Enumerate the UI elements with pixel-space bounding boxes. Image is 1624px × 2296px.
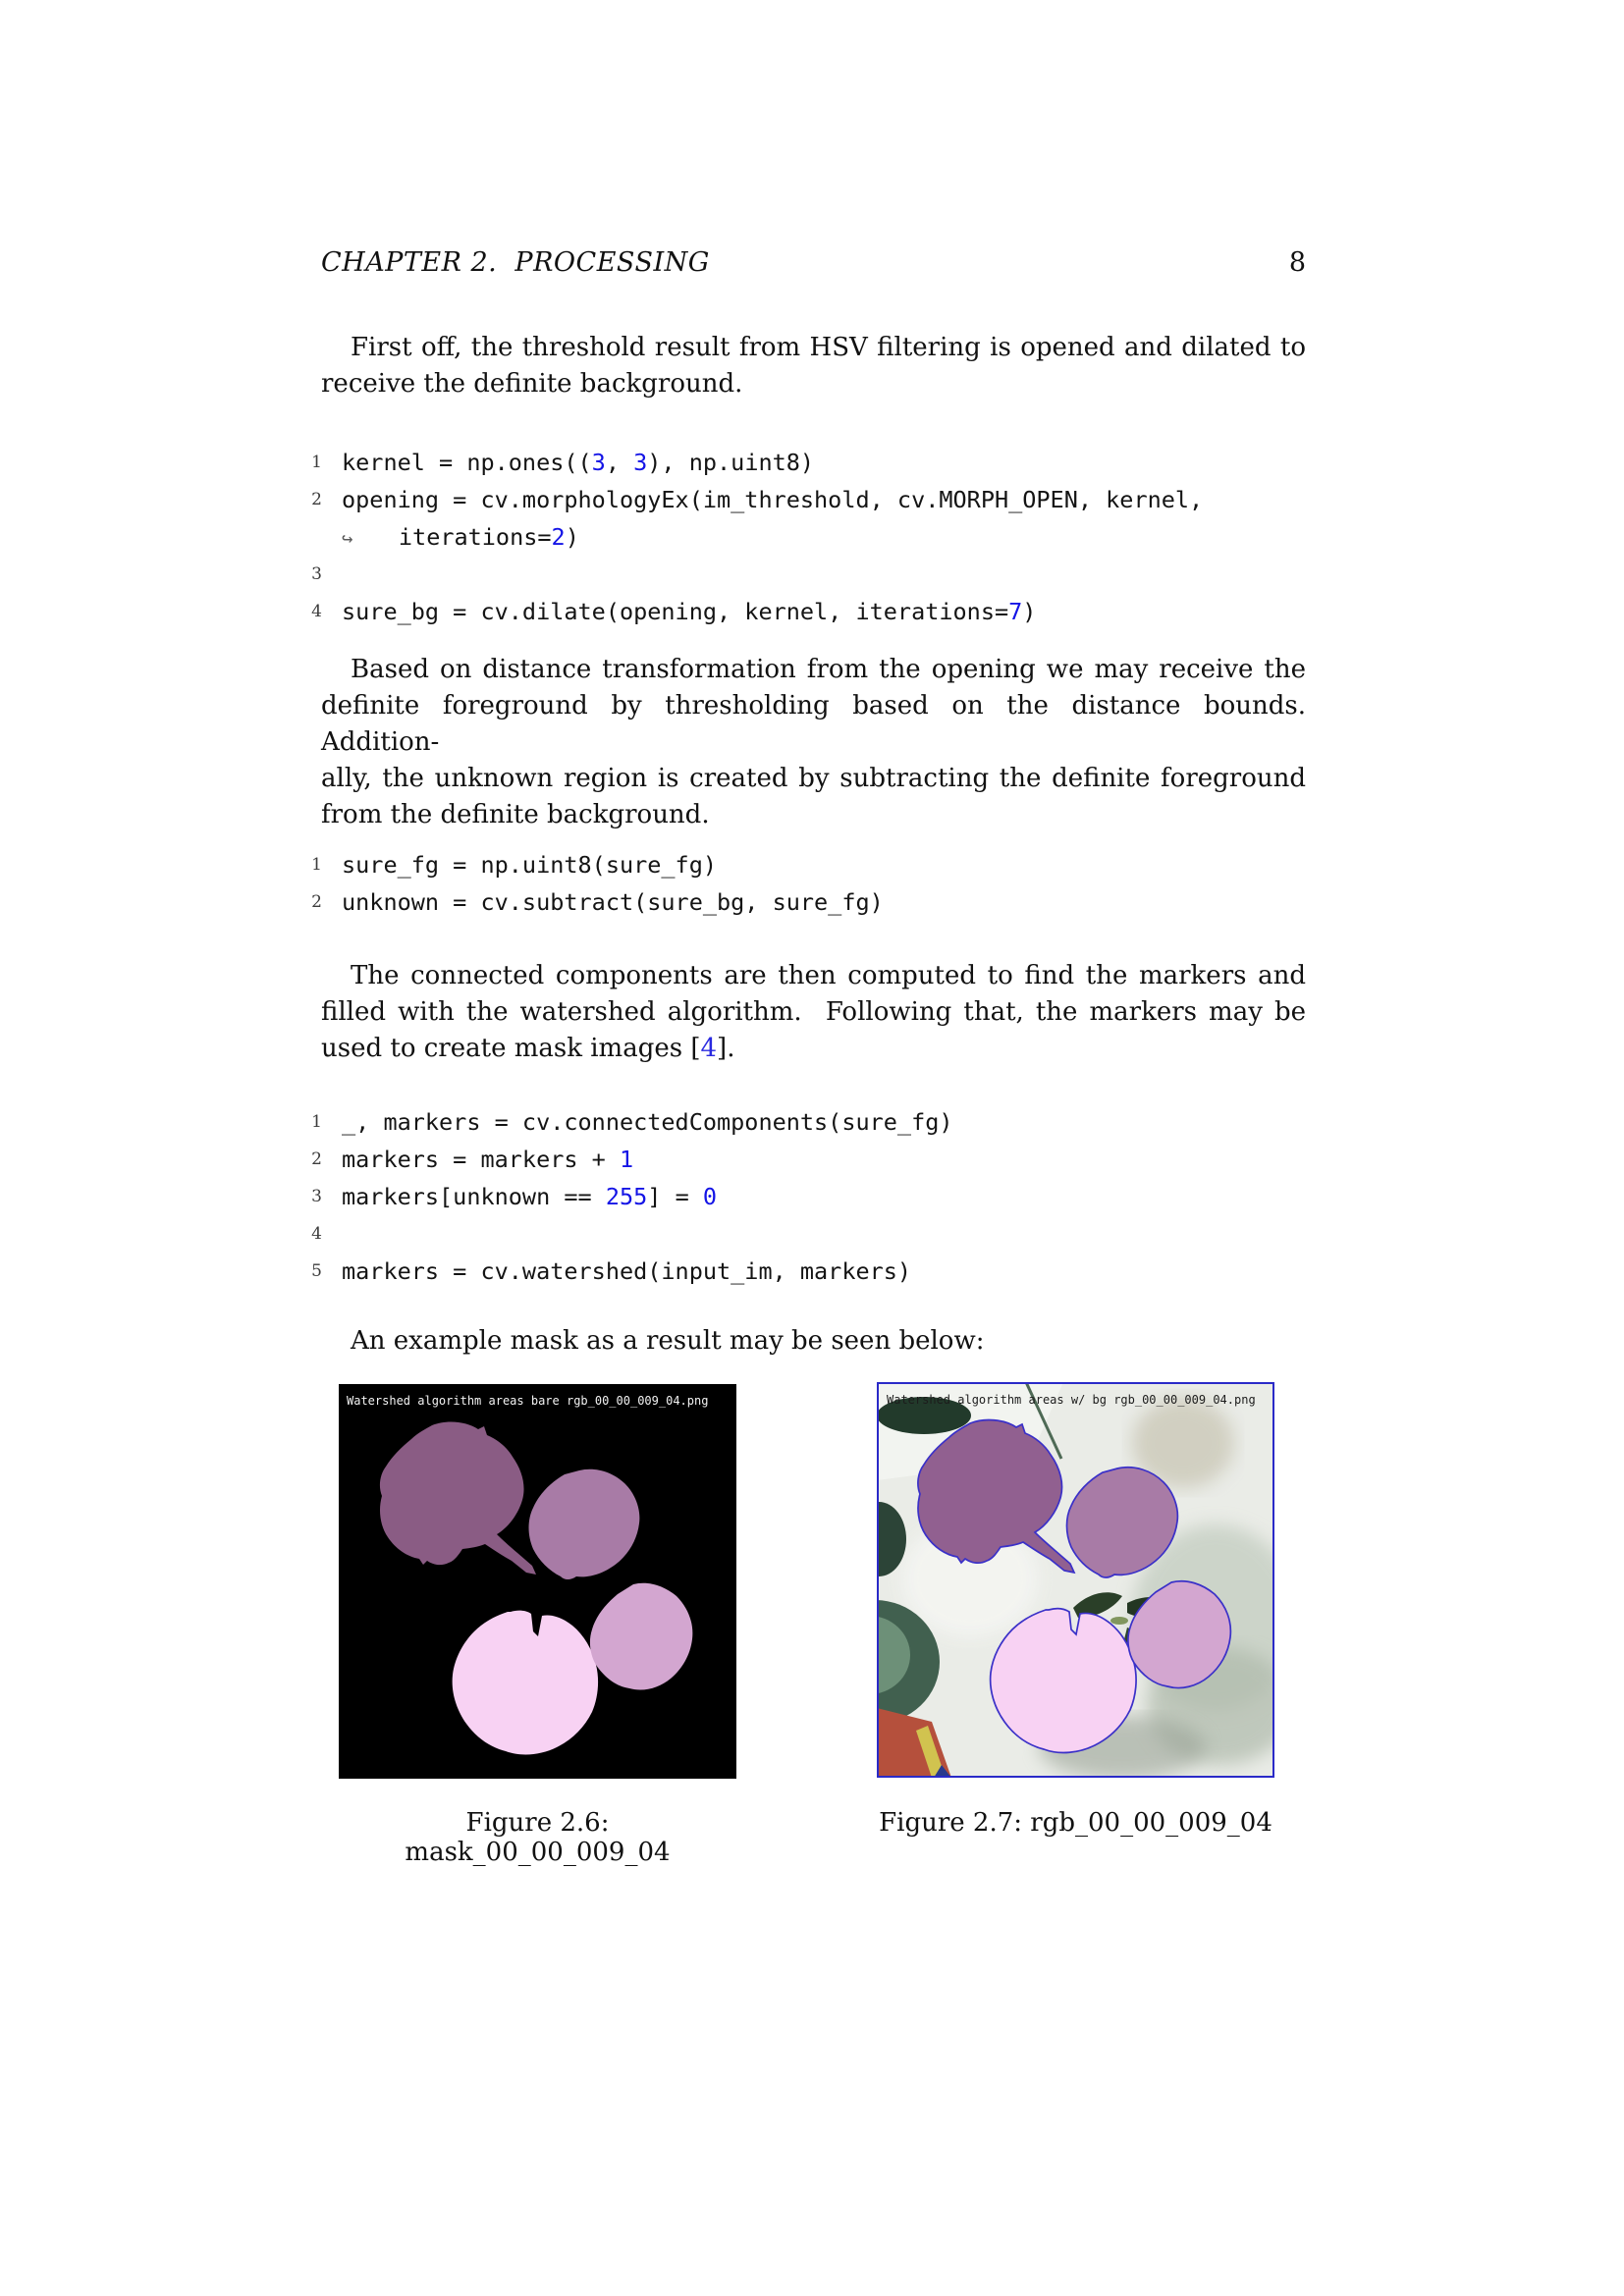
code-line xyxy=(342,518,1324,556)
code-text: ) xyxy=(1022,598,1037,625)
code-line xyxy=(311,1215,1324,1253)
paragraph-line: Based on distance transformation from the opening we may receive the xyxy=(351,655,1306,684)
citation-link[interactable]: 4 xyxy=(700,1034,718,1063)
running-header xyxy=(321,247,1306,278)
code-line xyxy=(311,481,1324,518)
code-text: markers = cv.watershed(input_im, markers) xyxy=(342,1257,912,1285)
chapter-header: CHAPTER 2. PROCESSING xyxy=(321,247,710,278)
paragraph-line: ally, the unknown region is created by subtracting the definite foreground xyxy=(321,764,1306,793)
code-text: ) xyxy=(565,523,579,551)
code-literal: 3 xyxy=(591,449,606,476)
code-line-number: 3 xyxy=(311,564,322,584)
paragraph-1 xyxy=(321,330,1306,402)
watershed-mask-plot xyxy=(339,1384,736,1779)
paragraph-line: filled with the watershed algorithm. Following that, the markers may be xyxy=(321,997,1306,1027)
figure-title-overlay: Watershed algorithm areas w/ bg rgb_00_00_009_04.png xyxy=(887,1393,1256,1407)
paragraph-line: First off, the threshold result from HSV filtering is opened and dilated to xyxy=(351,333,1306,362)
overlay-region-bottom-left xyxy=(991,1609,1136,1753)
code-literal: 0 xyxy=(702,1183,718,1210)
code-text: unknown = cv.subtract(sure_bg, sure_fg) xyxy=(342,888,884,916)
code-literal: 7 xyxy=(1008,598,1023,625)
code-text: ] = xyxy=(647,1183,703,1210)
code-line-number: 3 xyxy=(311,1187,322,1206)
citation-post-text: ]. xyxy=(717,1034,735,1063)
code-line-number: 5 xyxy=(311,1261,322,1281)
code-literal: 3 xyxy=(633,449,648,476)
code-listing-3 xyxy=(311,1103,1324,1290)
code-line xyxy=(311,846,1324,883)
paragraph-line: The connected components are then computed to find the markers and xyxy=(351,961,1306,990)
paragraph-line xyxy=(321,1031,1306,1067)
paragraph-line: definite foreground by thresholding based on the distance bounds. Addition- xyxy=(321,691,1306,757)
paragraph-4 xyxy=(321,1323,1306,1360)
code-line xyxy=(311,556,1324,593)
code-line-number: 2 xyxy=(311,490,322,509)
code-listing-2 xyxy=(311,846,1324,921)
line-wrap-arrow-icon: ↪ xyxy=(342,528,353,550)
code-listing-1 xyxy=(311,444,1324,630)
code-line xyxy=(311,1253,1324,1290)
paragraph-line: An example mask as a result may be seen below: xyxy=(351,1326,985,1356)
code-text: ), np.uint8) xyxy=(647,449,815,476)
paragraph-line: receive the definite background. xyxy=(321,369,743,399)
watershed-overlay-plot xyxy=(877,1382,1274,1778)
code-line-number: 4 xyxy=(311,602,322,621)
code-line-number: 2 xyxy=(311,1149,322,1169)
code-text: markers = markers + xyxy=(342,1146,620,1173)
code-literal: 255 xyxy=(605,1183,648,1210)
code-text: kernel = np.ones(( xyxy=(342,449,592,476)
paragraph-line: from the definite background. xyxy=(321,800,710,829)
citation-pre-text: used to create mask images [ xyxy=(321,1034,701,1063)
figure-caption-2-6: Figure 2.6: mask_00_00_009_04 xyxy=(405,1808,671,1867)
code-line xyxy=(311,1103,1324,1141)
figure-mask-image xyxy=(339,1384,736,1783)
paragraph-2 xyxy=(321,652,1306,833)
code-literal: 1 xyxy=(619,1146,634,1173)
code-line xyxy=(311,883,1324,921)
code-text: markers[unknown == xyxy=(342,1183,606,1210)
code-text: sure_bg = cv.dilate(opening, kernel, iterations= xyxy=(342,598,1009,625)
code-line xyxy=(311,1141,1324,1178)
paragraph-3 xyxy=(321,958,1306,1067)
code-text: _, markers = cv.connectedComponents(sure_fg) xyxy=(342,1108,953,1136)
figure-rgb-image xyxy=(877,1382,1274,1782)
code-text: opening = cv.morphologyEx(im_threshold, cv.MORPH_OPEN, kernel, xyxy=(342,486,1204,513)
code-line-number: 1 xyxy=(311,855,322,875)
code-line-number: 1 xyxy=(311,1112,322,1132)
code-literal: 2 xyxy=(551,523,566,551)
code-line xyxy=(311,444,1324,481)
code-line xyxy=(311,1178,1324,1215)
code-line-number: 4 xyxy=(311,1224,322,1244)
code-line-number: 1 xyxy=(311,453,322,472)
page-number: 8 xyxy=(1288,247,1306,278)
figure-title-overlay: Watershed algorithm areas bare rgb_00_00_009_04.png xyxy=(347,1394,709,1408)
code-line-number: 2 xyxy=(311,892,322,912)
figure-caption-2-7: Figure 2.7: rgb_00_00_009_04 xyxy=(879,1808,1272,1838)
code-line xyxy=(311,593,1324,630)
leaf-highlight xyxy=(1110,1617,1128,1625)
code-text: , xyxy=(605,449,634,476)
code-text: sure_fg = np.uint8(sure_fg) xyxy=(342,851,718,879)
code-text: iterations= xyxy=(356,523,552,551)
